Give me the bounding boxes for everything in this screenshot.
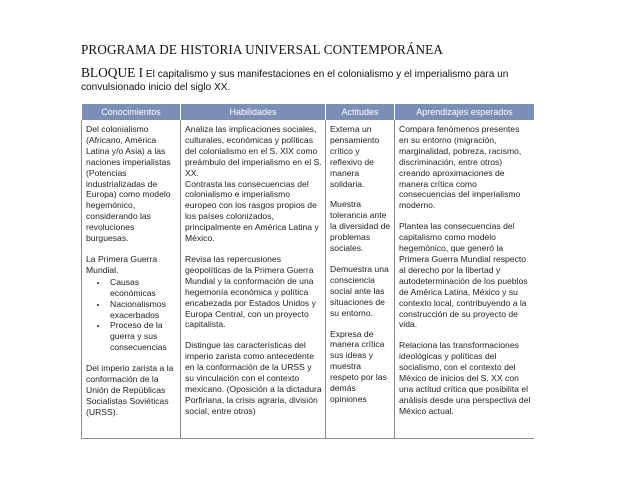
aprendizajes-text-2: Plantea las consecuencias del capitalismo como modelo hegemónico, que generó la Primera Guerra Mundial respecto al derecho por la libertad y autodeterminación de los pueblos de América Latina, México y su contexto local, contribuyendo a la construcción de su proyecto de vida. [399,221,528,330]
actitudes-text-1: Externa un pensamiento crítico y reflexivo de manera solidaria. [330,124,380,189]
table-header-row [82,104,535,120]
table-row [82,120,535,439]
cell-actitudes [326,120,395,439]
actitudes-text-4: Expresa de manera crítica sus ideas y muestra respeto por las demás opiniones [330,328,387,404]
list-item: • Causas económicas [108,277,177,299]
habilidades-text-1b: Contrasta las consecuencias del colonialismo e imperialismo europeo con los rasgos propios de los países colonizados, principalmente en América Latina y México. [185,178,319,244]
header-conocimientos: Conocimientos [82,104,181,120]
habilidades-text-2: Revisa las repercusiones geopolíticas de la Primera Guerra Mundial y la conformación de una hegemonía económica y política encabezada por Estados Unidos y Europa Central, con un proyecto capitalista. [185,253,316,330]
conocimientos-bullet-list [86,277,177,353]
conocimientos-text-2: La Primera Guerra Mundial. [86,253,158,275]
habilidades-text-3: Distingue las características del imperio zarista como antecedente en la conformación de la URSS y su vinculación con el contexto mexicano. (Oposición a la dictadura Porfiriana, la crisis agraria, división social, entre otros) [185,340,322,416]
conocimientos-text-3: Del imperio zarista a la conformación de la Unión de Repúblicas Socialistas Soviéticas (URSS). [86,363,174,417]
list-item: • Nacionalismos exacerbados [108,299,177,321]
cell-conocimientos [82,120,181,439]
document-title: PROGRAMA DE HISTORIA UNIVERSAL CONTEMPORÁNEA [81,42,443,57]
block-label: BLOQUE I [81,65,144,80]
habilidades-text-1: Analiza las implicaciones sociales, culturales, económicas y políticas del colonialismo en el S. XIX como preámbulo del imperialismo en el S. XX. [185,124,322,178]
cell-habilidades [181,120,326,439]
conocimientos-text-1: Del colonialismo (Africano, América Latina y/o Asia) a las naciones imperialistas (Potencias industrializadas de Europa) como modelo hegemónico, considerando las revoluciones burguesas. [86,124,171,244]
list-item: • Proceso de la guerra y sus consecuencias [108,320,177,353]
aprendizajes-text-3: Relaciona las transformaciones ideológicas y políticas del socialismo, con el contexto del México de inicios del S. XX con una actitud crítica que posibilita el análisis desde una perspectiva del México actual. [399,340,531,416]
actitudes-text-3: Demuestra una consciencia social ante las situaciones de su entorno. [330,263,389,318]
aprendizajes-text-1: Compara fenómenos presentes en su entorno (migración, marginalidad, pobreza, racismo, discriminación, entre otros) creando aproximaciones de manera crítica como consecuencias del imperialismo moderno. [399,124,522,211]
curriculum-table [81,104,534,439]
block-description: El capitalismo y sus manifestaciones en el colonialismo y el imperialismo para un convulsionado inicio del siglo XX. [81,69,509,93]
actitudes-text-2: Muestra tolerancia ante la diversidad de problemas sociales. [330,199,391,254]
cell-aprendizajes [395,120,535,439]
header-actitudes: Actitudes [326,104,395,120]
block-heading [81,66,541,94]
header-aprendizajes: Aprendizajes esperados [395,104,535,120]
header-habilidades: Habilidades [181,104,326,120]
